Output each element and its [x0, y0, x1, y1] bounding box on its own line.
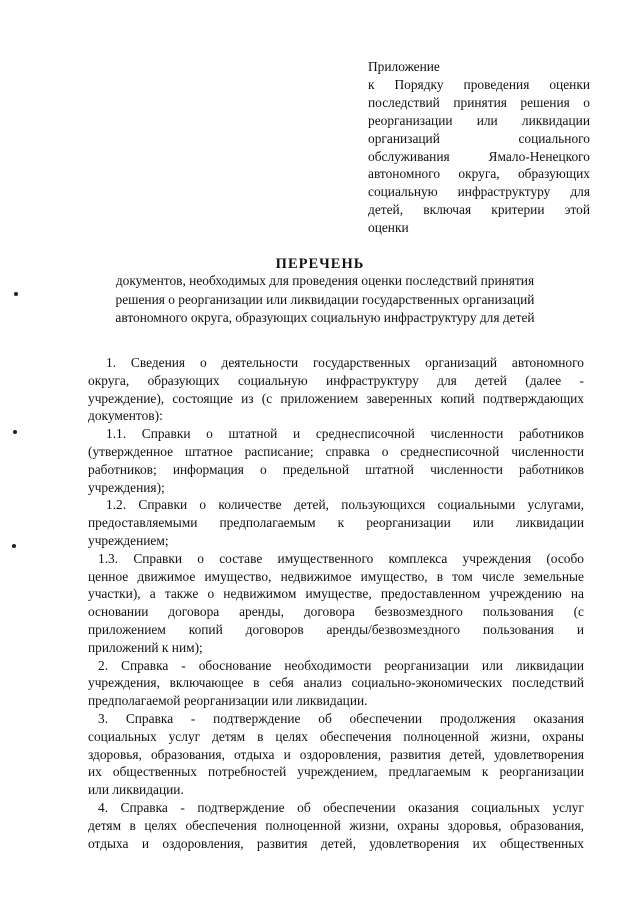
appendix-header	[368, 58, 590, 237]
paragraph-1-1	[88, 425, 584, 496]
paragraph-line: учреждения);	[88, 479, 165, 495]
paragraph-line: отдыха и оздоровления, развития детей, удовлетворения их общественных	[88, 835, 584, 851]
paragraph-line: детям в целях обеспечения полноценной жизни, охраны здоровья, образования,	[88, 817, 584, 833]
paragraph-line: работников; информация о предельной штатной численности работников	[88, 461, 584, 477]
paragraph-line: предоставляемыми предполагаемым к реорганизации или ликвидации	[88, 515, 584, 531]
paragraph-line: 1. Сведения о деятельности государственных организаций автономного	[106, 355, 584, 370]
paragraph-2	[88, 657, 584, 710]
paragraph-line: 1.1. Справки о штатной и среднесписочной численности работников	[106, 426, 584, 442]
paragraph-line: (утвержденное штатное расписание; справка о среднесписочной численности	[88, 443, 584, 459]
subtitle-line: решения о реорганизации или ликвидации государственных организаций	[115, 291, 535, 307]
paragraph-3	[88, 710, 584, 799]
paragraph-1-3	[88, 550, 584, 657]
paragraph-line: здоровья, образования, отдыха и оздоровления, развития детей, удовлетворения	[88, 746, 584, 762]
scan-speck-mark	[14, 292, 18, 296]
paragraph-line: приложений к ним);	[88, 639, 203, 655]
paragraph-line: 1.2. Справки о количестве детей, пользующихся социальными услугами,	[106, 497, 584, 513]
paragraph-line: 3. Справка - подтверждение об обеспечении продолжения оказания	[98, 710, 584, 726]
appendix-line: оценки	[368, 220, 409, 236]
paragraph-line: предполагаемой реорганизации или ликвидации.	[88, 693, 368, 709]
paragraph-1-2	[88, 496, 584, 549]
paragraph-line: учреждением;	[88, 532, 169, 548]
paragraph-line: или ликвидации.	[88, 782, 184, 798]
paragraph-line: социальных услуг детям в целях обеспечения полноценной жизни, охраны	[88, 728, 584, 744]
appendix-line: последствий принятия решения о	[368, 94, 590, 110]
paragraph-line: их общественных потребностей учреждением, предлагаемым к реорганизации	[88, 764, 584, 780]
appendix-line: Приложение	[368, 59, 440, 74]
paragraph-line: 1.3. Справки о составе имущественного комплекса учреждения (особо	[98, 550, 584, 566]
paragraph-line: ценное движимое имущество, недвижимое имущество, в том числе земельные	[88, 568, 584, 584]
paragraph-line: учреждения, включающее в себя анализ социально-экономических последствий	[88, 675, 584, 691]
appendix-line: организаций социального	[368, 130, 590, 146]
scan-speck-mark	[12, 544, 16, 548]
paragraph-line: приложением копий договоров аренды/безвозмездного пользования и	[88, 621, 584, 637]
document-subtitle	[80, 272, 570, 328]
paragraph-line: учреждение), состоящие из (с приложением заверенных копий подтверждающих	[88, 390, 584, 406]
paragraph-line: документов):	[88, 408, 163, 424]
appendix-line: обслуживания Ямало-Ненецкого	[368, 148, 590, 164]
appendix-line: социальную инфраструктуру для	[368, 184, 590, 200]
paragraph-line: основании договора аренды, договора безвозмездного пользования (с	[88, 604, 584, 620]
paragraph-1	[88, 354, 584, 425]
appendix-line: детей, включая критерии этой	[368, 202, 590, 218]
paragraph-line: округа, образующих социальную инфраструктуру для детей (далее -	[88, 372, 584, 388]
appendix-line: к Порядку проведения оценки	[368, 76, 590, 92]
paragraph-line: 2. Справка - обоснование необходимости реорганизации или ликвидации	[98, 657, 584, 673]
document-body	[88, 354, 584, 852]
subtitle-line: документов, необходимых для проведения оценки последствий принятия	[115, 273, 535, 288]
paragraph-line: участки), а также о недвижимом имуществе, предоставленном учреждению на	[88, 586, 584, 602]
appendix-line: реорганизации или ликвидации	[368, 112, 590, 128]
paragraph-line: 4. Справка - подтверждение об обеспечении оказания социальных услуг	[98, 799, 584, 815]
scan-speck-mark	[13, 430, 17, 434]
document-title: ПЕРЕЧЕНЬ	[275, 256, 365, 272]
subtitle-line: автономного округа, образующих социальную инфраструктуру для детей	[115, 310, 535, 325]
paragraph-4	[88, 799, 584, 852]
appendix-line: автономного округа, образующих	[368, 166, 590, 182]
